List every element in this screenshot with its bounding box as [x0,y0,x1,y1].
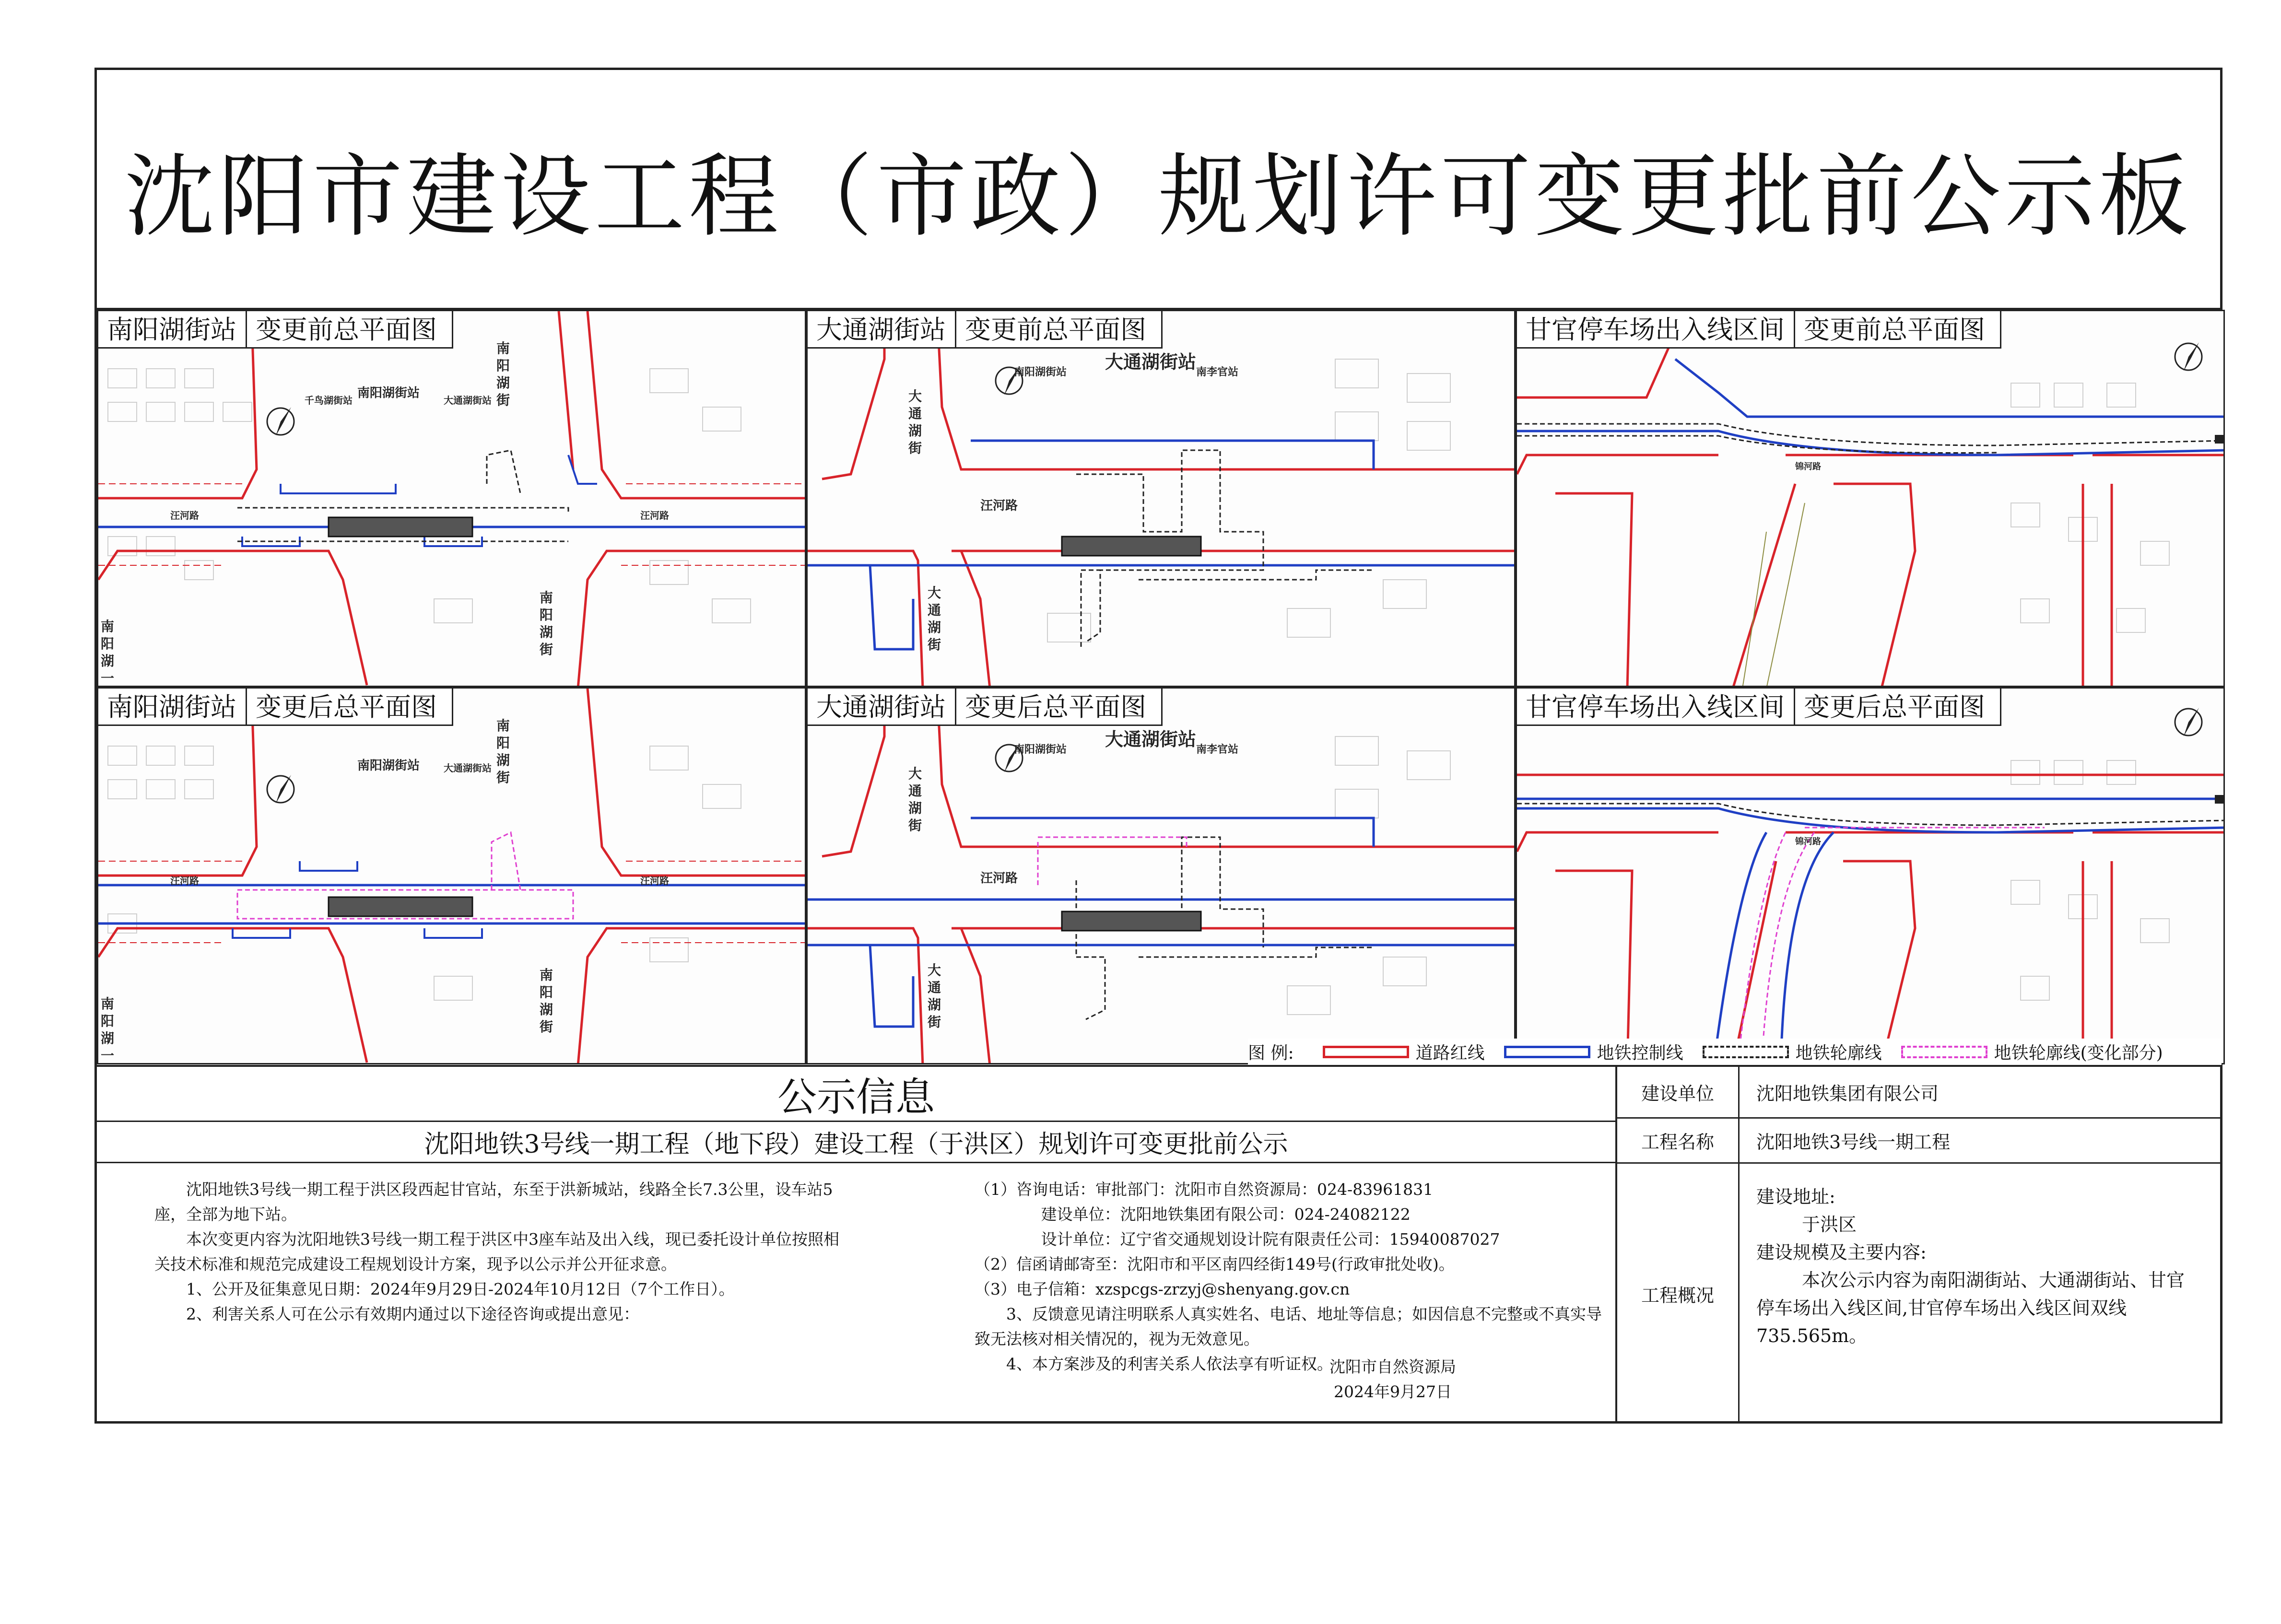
panel-station-tag: 甘官停车场出入线区间 [1517,311,1795,349]
north-arrow-icon [990,739,1028,777]
project-table [1617,1067,2222,1424]
legend-swatch-red-line [1323,1046,1409,1058]
panel-view-tag: 变更前总平面图 [1795,311,2001,349]
legend-label: 地铁轮廓线 [1795,1043,1882,1063]
legend-item [1323,1040,1485,1064]
legend-title: 图 例: [1248,1043,1294,1063]
notice-paragraph: 建设单位：沈阳地铁集团有限公司：024-24082122 [1041,1205,1411,1224]
station-label: 大通湖街站 [444,395,492,406]
notice-right-column [975,1177,1608,1377]
road-label-vertical: 南阳湖街 [496,718,510,785]
legend-swatch-outline [1703,1046,1789,1058]
map-area [97,310,2220,1065]
table-value: 沈阳地铁集团有限公司 [1756,1083,1939,1104]
station-label: 南阳湖街站 [1014,366,1067,378]
station-label: 大通湖街站 [1105,729,1197,750]
station-label: 南阳湖街站 [1014,744,1067,756]
table-key: 工程名称 [1617,1119,1740,1162]
panel-view-tag: 变更后总平面图 [1795,689,2001,726]
site-plan-drawing [1517,689,2225,1064]
info-heading: 公示信息 [97,1067,1615,1122]
notice-paragraph: 1、公开及征集意见日期：2024年9月29日-2024年10月12日（7个工作日）。 [186,1280,735,1298]
table-key: 建设单位 [1617,1067,1740,1117]
legend-swatch-outline-changed [1901,1046,1987,1058]
road-label-vertical: 南阳湖一 [101,996,115,1063]
station-label: 南阳湖街站 [357,759,420,773]
table-row [1617,1067,2222,1119]
notice-paragraph: 4、本方案涉及的利害关系人依法享有听证权。 [1006,1355,1333,1373]
station-label: 南李官站 [1196,744,1239,756]
notice-paragraph: （1）咨询电话：审批部门：沈阳市自然资源局：024-83961831 [975,1180,1434,1199]
panel-view-tag: 变更前总平面图 [956,311,1163,349]
panel-station-tag: 大通湖街站 [808,689,956,726]
station-label: 大通湖街站 [444,762,492,774]
sign-org: 沈阳市自然资源局 [1329,1357,1456,1376]
notice-paragraph: 本次变更内容为沈阳地铁3号线一期工程于洪区中3座车站及出入线，现已委托设计单位按照相关技术标准和规范完成建设工程规划设计方案，现予以公示并公开征求意。 [154,1230,839,1273]
legend-item [1703,1040,1882,1064]
notice-board [94,68,2222,1424]
panel-datonghu-after [806,687,1516,1064]
road-label: 汪河路 [640,875,669,887]
overview-line: 建设规模及主要内容: [1756,1242,1927,1263]
north-arrow-icon [261,402,300,441]
notice-paragraph: 2、利害关系人可在公示有效期内通过以下途径咨询或提出意见： [186,1305,639,1323]
panel-view-tag: 变更前总平面图 [247,311,453,349]
road-label-vertical: 南阳湖一 [101,619,115,686]
table-value [1756,1164,2202,1443]
site-plan-drawing [1517,311,2225,687]
legend-swatch-control-line [1504,1046,1590,1058]
road-label-vertical: 大通湖街 [908,766,922,833]
table-row [1617,1119,2222,1164]
road-label: 汪河路 [980,499,1018,513]
road-label: 锦河路 [1795,462,1821,472]
panel-nanyanghu-before [97,310,806,687]
panel-station-tag: 大通湖街站 [808,311,956,349]
road-label: 汪河路 [640,510,669,521]
road-label: 汪河路 [980,871,1018,886]
table-key: 工程概况 [1617,1164,1740,1424]
table-row [1617,1164,2222,1424]
station-label: 千鸟湖街站 [305,395,353,406]
north-arrow-icon [990,362,1028,400]
map-legend [1248,1039,2222,1065]
legend-item [1901,1040,2163,1064]
site-plan-drawing [98,311,806,687]
road-label-vertical: 南阳湖街 [540,967,553,1035]
road-label-vertical: 大通湖街 [928,585,941,653]
panel-datonghu-before [806,310,1516,687]
panel-nanyanghu-after [97,687,806,1064]
station-label: 南阳湖街站 [357,386,420,400]
north-arrow-icon [261,770,300,808]
overview-line: 建设地址: [1756,1186,1835,1207]
sign-date: 2024年9月27日 [1334,1382,1452,1401]
panel-ganguan-after [1516,687,2225,1064]
panel-view-tag: 变更后总平面图 [247,689,453,726]
north-arrow-icon [2169,703,2208,741]
info-subheading: 沈阳地铁3号线一期工程（地下段）建设工程（于洪区）规划许可变更批前公示 [97,1122,1615,1163]
panel-station-tag: 南阳湖街站 [98,311,247,349]
legend-label: 地铁轮廓线(变化部分) [1994,1043,2163,1063]
notice-paragraph: （2）信函请邮寄至：沈阳市和平区南四经街149号(行政审批处收)。 [975,1255,1455,1273]
site-plan-drawing [98,689,806,1064]
road-label-vertical: 大通湖街 [908,388,922,456]
board-title: 沈阳市建设工程（市政）规划许可变更批前公示板 [97,70,2220,310]
panel-view-tag: 变更后总平面图 [956,689,1163,726]
notice-paragraph: 沈阳地铁3号线一期工程于洪区段西起甘官站，东至于洪新城站，线路全长7.3公里，设车站5座，全部为地下站。 [154,1180,833,1224]
north-arrow-icon [2169,338,2208,376]
notice-paragraph: （3）电子信箱：xzspcgs-zrzyj@shenyang.gov.cn [975,1280,1350,1298]
notice-signature [1329,1355,1456,1404]
notice-paragraph: 设计单位：辽宁省交通规划设计院有限责任公司：15940087027 [1041,1230,1500,1249]
notice-left-column [154,1177,850,1327]
station-label: 南李官站 [1196,366,1239,378]
overview-line: 于洪区 [1802,1214,1857,1235]
road-label: 汪河路 [170,875,199,887]
road-label-vertical: 南阳湖街 [496,340,510,408]
road-label: 锦河路 [1795,837,1821,847]
legend-label: 道路红线 [1415,1043,1485,1063]
road-label-vertical: 南阳湖街 [540,590,553,657]
overview-line: 本次公示内容为南阳湖街站、大通湖街站、甘官停车场出入线区间,甘官停车场出入线区间双线735.565m。 [1756,1270,2185,1346]
legend-item [1504,1040,1683,1064]
info-notice [97,1067,1617,1424]
road-label: 汪河路 [170,510,199,521]
station-label: 大通湖街站 [1105,351,1197,373]
panel-station-tag: 甘官停车场出入线区间 [1517,689,1795,726]
legend-label: 地铁控制线 [1597,1043,1683,1063]
road-label-vertical: 大通湖街 [928,962,941,1030]
panel-ganguan-before [1516,310,2225,687]
notice-paragraph: 3、反馈意见请注明联系人真实姓名、电话、地址等信息；如因信息不完整或不真实导致无法核对相关情况的，视为无效意见。 [975,1305,1602,1348]
info-section [97,1065,2220,1424]
panel-station-tag: 南阳湖街站 [98,689,247,726]
table-value: 沈阳地铁3号线一期工程 [1756,1132,1951,1153]
